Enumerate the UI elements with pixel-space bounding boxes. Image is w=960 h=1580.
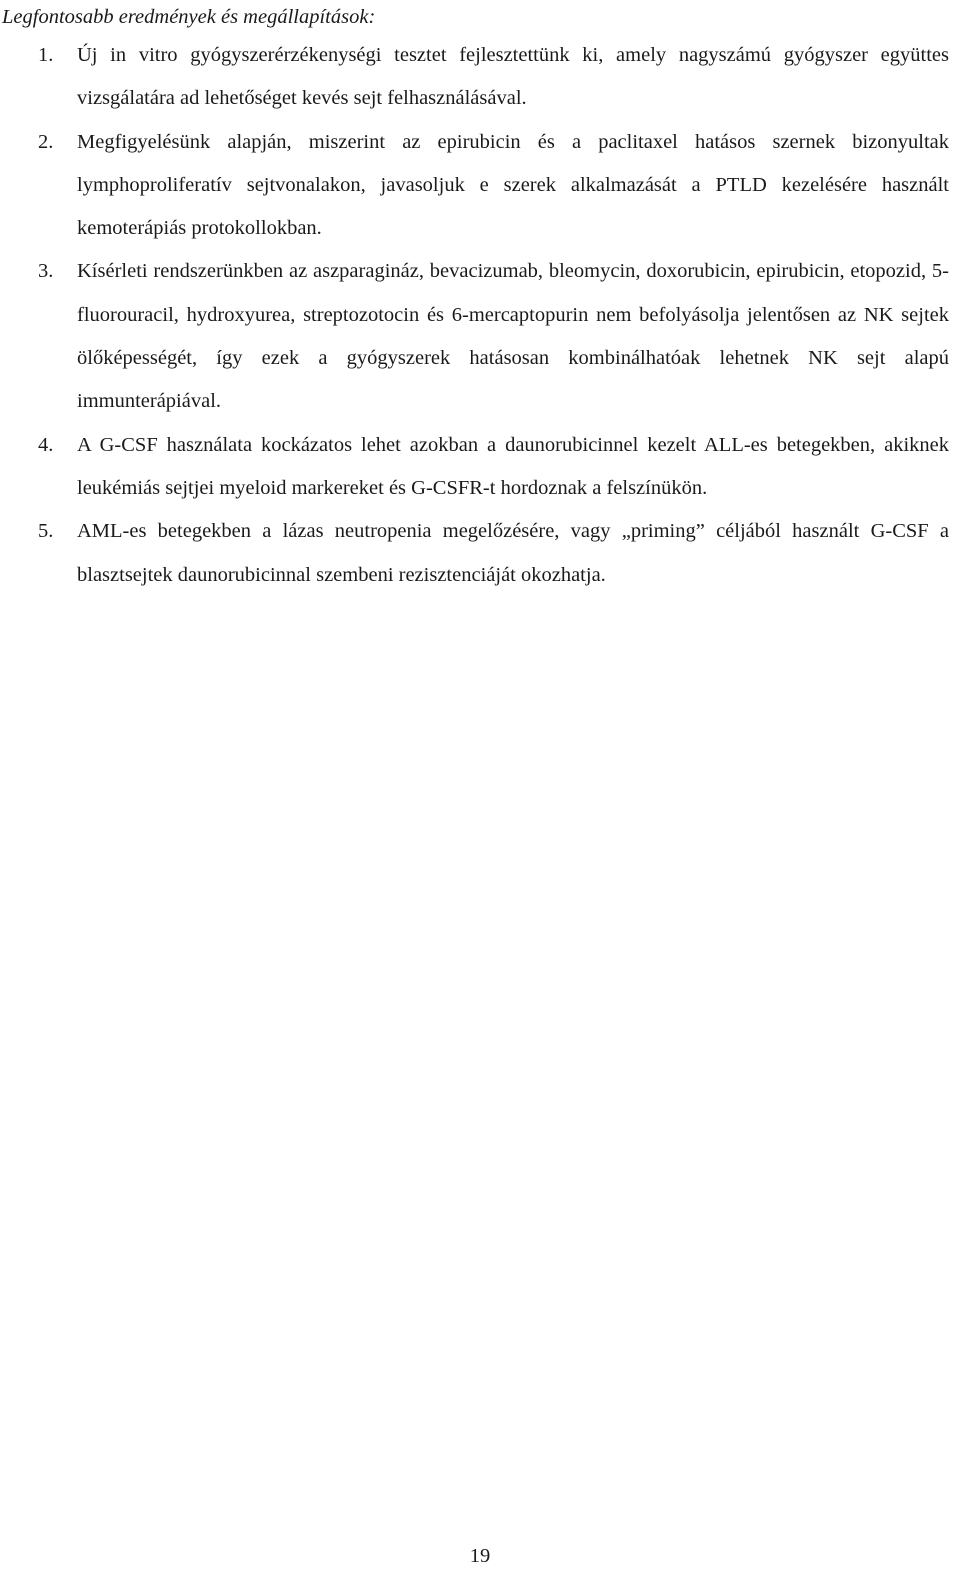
finding-item-5 xyxy=(0,510,960,597)
finding-item-3 xyxy=(0,250,960,423)
finding-number: 4. xyxy=(38,433,54,456)
findings-list xyxy=(0,34,960,597)
page-number: 19 xyxy=(469,1545,491,1567)
finding-text: A G-CSF használata kockázatos lehet azokban a daunorubicinnel kezelt ALL-es betegekben, akiknek leukémiás sejtjei myeloid markereket és G-CSFR-t hordoznak a felszínükön. xyxy=(77,433,949,499)
section-heading: Legfontosabb eredmények és megállapítások: xyxy=(2,6,376,28)
finding-number: 3. xyxy=(38,260,54,283)
finding-number: 5. xyxy=(38,520,54,543)
finding-item-2 xyxy=(0,121,960,251)
finding-number: 1. xyxy=(38,44,54,66)
finding-item-1 xyxy=(0,34,960,121)
finding-text: Új in vitro gyógyszerérzékenységi tesztet fejlesztettünk ki, amely nagyszámú gyógyszer együttes vizsgálatára ad lehetőséget kevés sejt felhasználásával. xyxy=(77,44,949,110)
finding-number: 2. xyxy=(38,130,54,153)
finding-text: Kísérleti rendszerünkben az aszparagináz, bevacizumab, bleomycin, doxorubicin, epirubicin, etopozid, 5-fluorouracil, hydroxyurea, streptozotocin és 6-mercaptopurin nem befolyásolja jelentősen az NK sejtek ölőképességét, így ezek a gyógyszerek hatásosan kombinálhatóak lehetnek NK sejt alapú immunterápiával. xyxy=(77,260,949,413)
finding-text: AML-es betegekben a lázas neutropenia megelőzésére, vagy „priming” céljából használt G-CSF a blasztsejtek daunorubicinnal szembeni rezisztenciáját okozhatja. xyxy=(77,520,949,586)
finding-text: Megfigyelésünk alapján, miszerint az epirubicin és a paclitaxel hatásos szernek bizonyultak lymphoproliferatív sejtvonalakon, javasoljuk e szerek alkalmazását a PTLD kezelésére használt kemoterápiás protokollokban. xyxy=(77,130,949,240)
finding-item-4 xyxy=(0,424,960,511)
